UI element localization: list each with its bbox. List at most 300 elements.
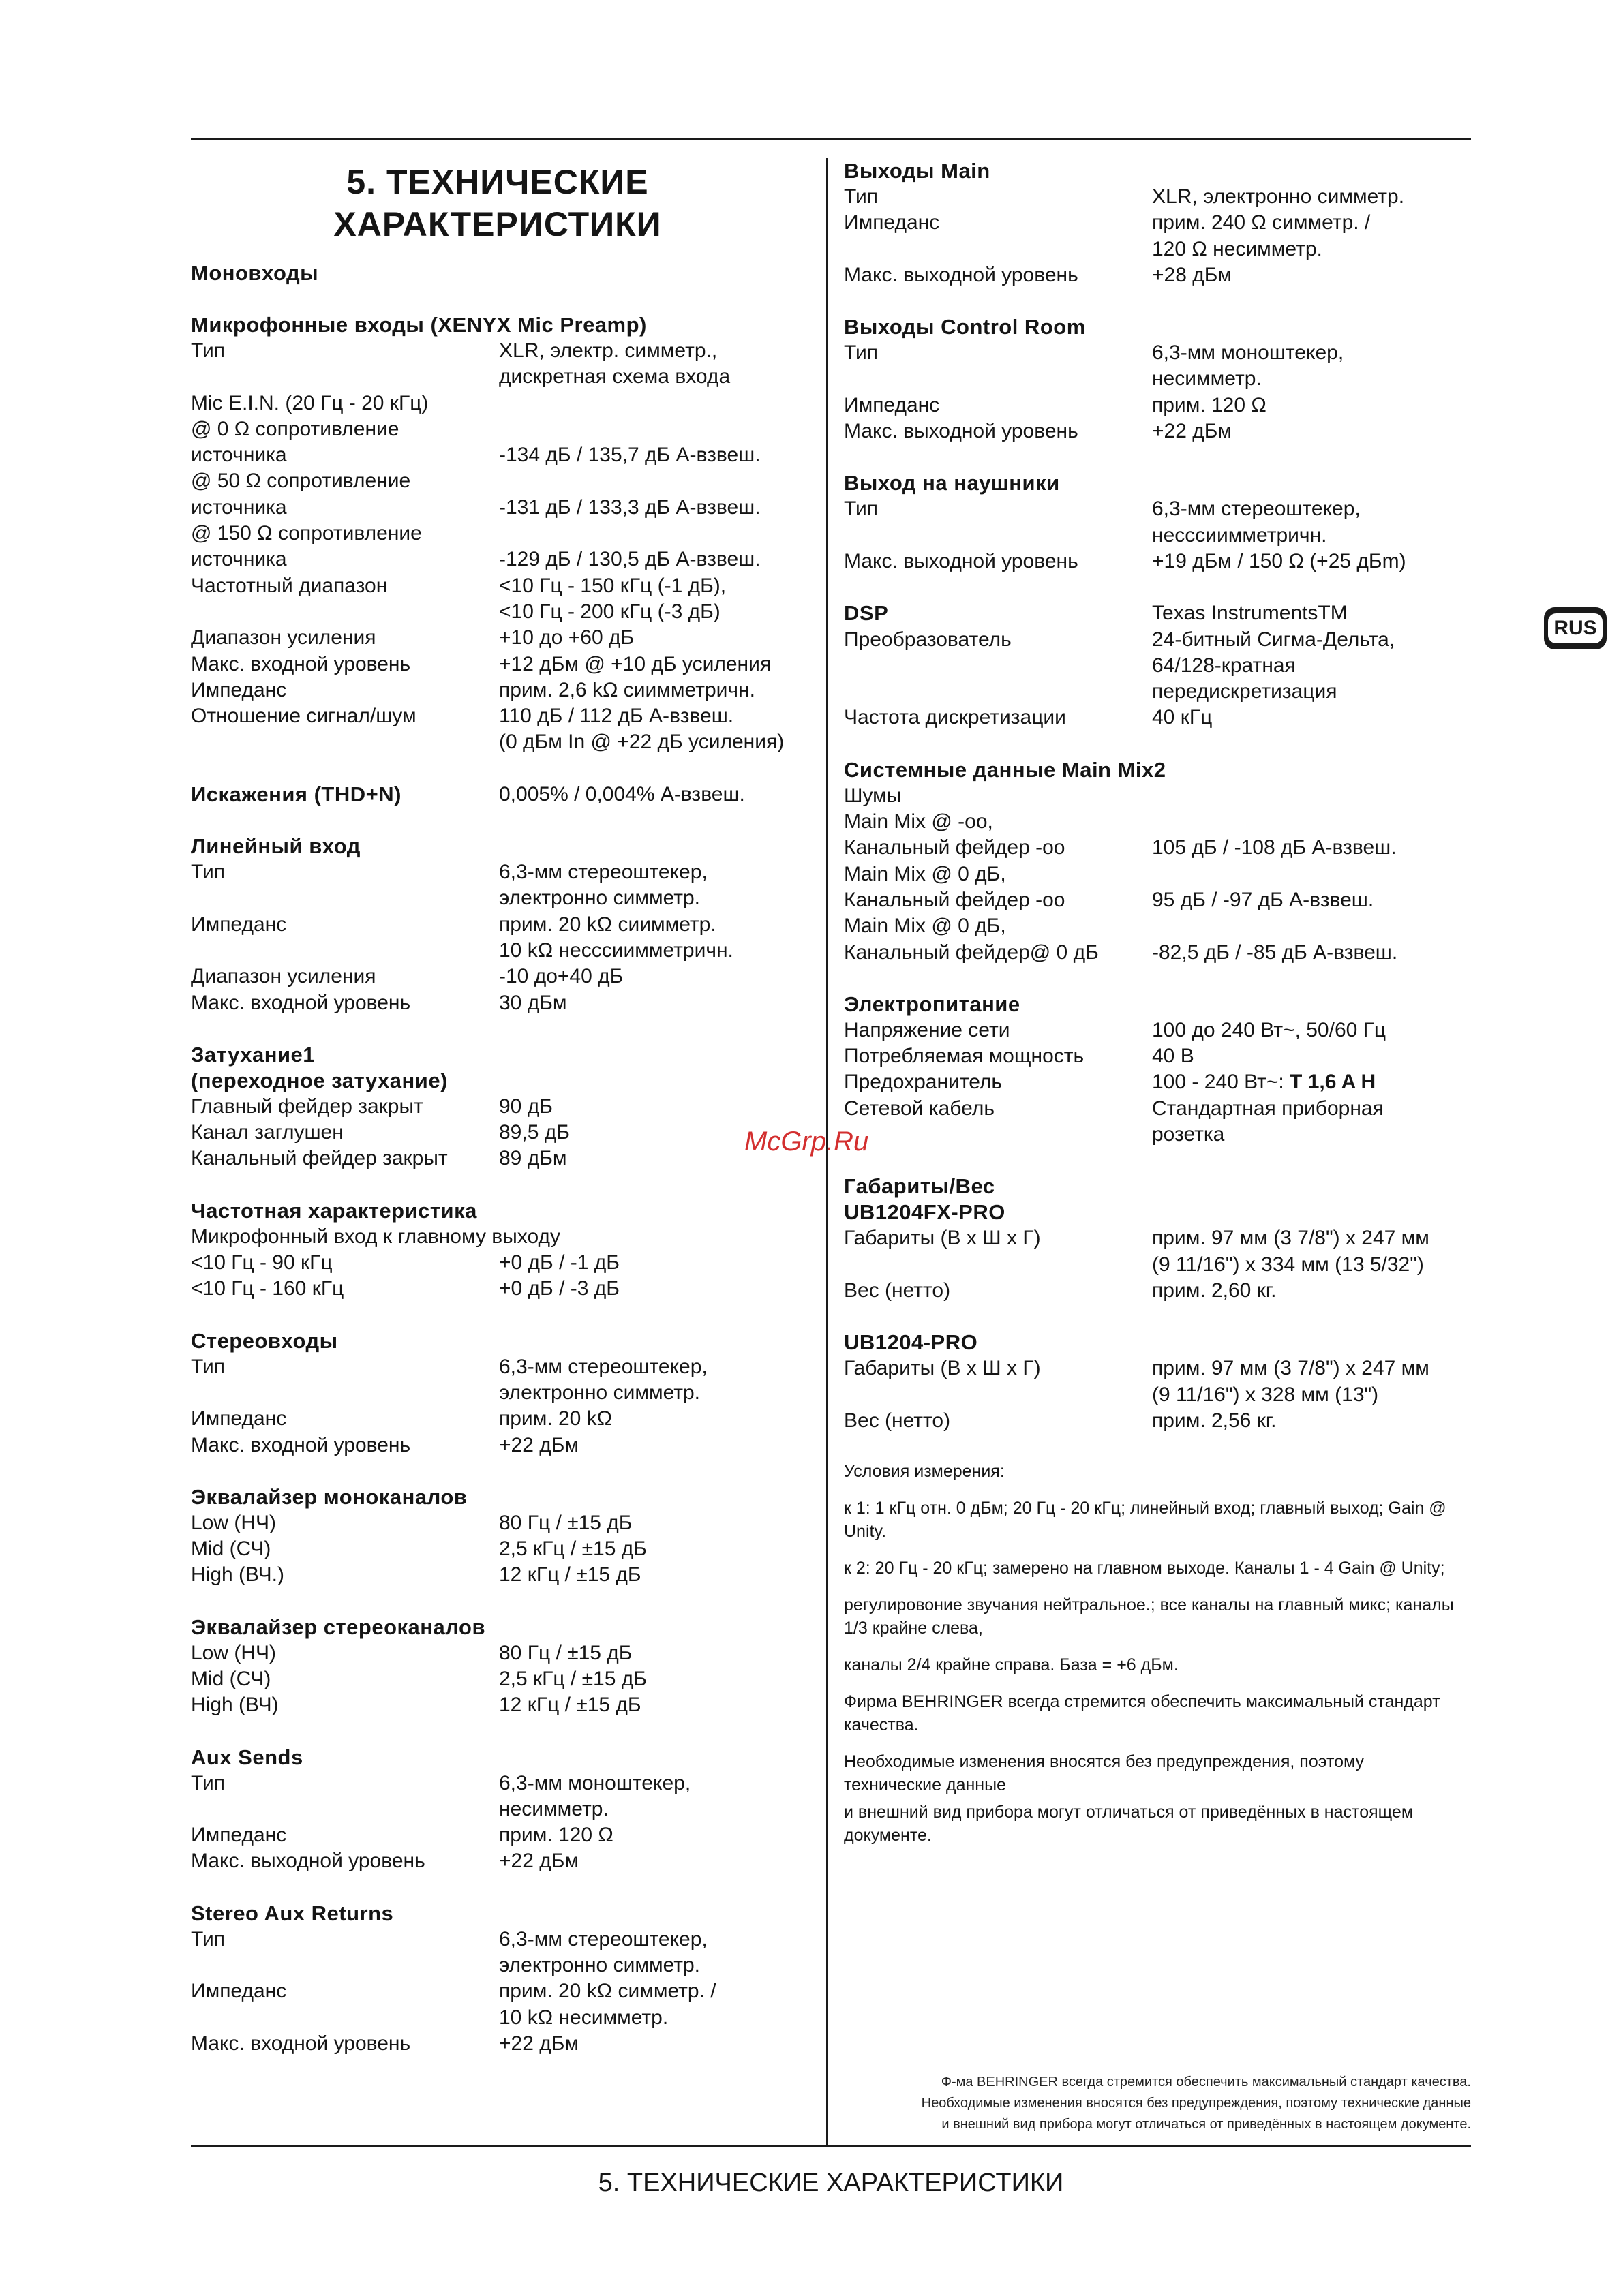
spec-label: Вес (нетто) bbox=[844, 1279, 951, 1302]
spec-value-text: +12 дБм @ +10 дБ усиления bbox=[499, 652, 772, 675]
spec-value bbox=[1152, 1225, 1471, 1278]
spec-value-text: прим. 20 kΩ сиимметр. 10 kΩ несссиимметричн. bbox=[499, 913, 733, 962]
spec-value-text: +22 дБм bbox=[499, 1433, 579, 1456]
spec-value-text: 6,3-мм стереоштекер, электронно симметр. bbox=[499, 1355, 708, 1404]
spec-value bbox=[1152, 210, 1471, 262]
spec-value-text: прим. 2,6 kΩ сиимметричн. bbox=[499, 678, 755, 701]
section-title: Выходы Main bbox=[844, 159, 990, 183]
spec-value-text: -131 дБ / 133,3 дБ А-взвеш. bbox=[499, 495, 761, 519]
spec-label: Макс. выходной уровень bbox=[191, 1850, 425, 1873]
spec-row bbox=[844, 549, 1471, 575]
section-title: Stereo Aux Returns bbox=[191, 1901, 394, 1925]
spec-section bbox=[844, 992, 1471, 1148]
spec-row bbox=[191, 1692, 804, 1718]
spec-label: Макс. входной уровень bbox=[191, 991, 411, 1014]
spec-label: Импеданс bbox=[191, 1824, 287, 1847]
spec-label: Тип bbox=[844, 341, 879, 365]
spec-value-text: прим. 240 Ω симметр. / 120 Ω несимметр. bbox=[1152, 211, 1371, 260]
spec-value-text: 80 Гц / ±15 дБ bbox=[499, 1641, 633, 1664]
spec-value bbox=[499, 416, 804, 469]
spec-row bbox=[844, 1043, 1471, 1069]
note-paragraph: к 1: 1 кГц отн. 0 дБм; 20 Гц - 20 кГц; линейный вход; главный выход; Gain @ Unity. bbox=[844, 1499, 1446, 1542]
spec-value bbox=[1152, 887, 1471, 913]
spec-value bbox=[499, 521, 804, 573]
measurement-notes bbox=[844, 1460, 1457, 1847]
spec-value-text: 30 дБм bbox=[499, 991, 567, 1014]
section-title: Выход на наушники bbox=[844, 471, 1060, 495]
section-title: Эквалайзер моноканалов bbox=[191, 1484, 468, 1509]
spec-row bbox=[191, 521, 804, 573]
spec-value-text: прим. 2,60 кг. bbox=[1152, 1279, 1277, 1302]
spec-label: Импеданс bbox=[191, 678, 287, 701]
spec-label: Mid (СЧ) bbox=[191, 1667, 271, 1690]
spec-value bbox=[1152, 549, 1471, 575]
spec-value bbox=[499, 652, 804, 677]
note-paragraph: каналы 2/4 крайне справа. База = +6 дБм. bbox=[844, 1655, 1179, 1675]
spec-section bbox=[844, 600, 1471, 731]
spec-value bbox=[1152, 340, 1471, 393]
spec-row bbox=[844, 1356, 1471, 1408]
spec-value bbox=[499, 2031, 804, 2057]
spec-row bbox=[191, 1354, 804, 1407]
spec-value bbox=[1152, 783, 1471, 809]
spec-value bbox=[499, 573, 804, 626]
spec-label: Main Mix @ -оо, bbox=[844, 810, 993, 833]
right-column bbox=[844, 158, 1471, 1861]
spec-value-text: 100 - 240 Вт~: bbox=[1152, 1071, 1290, 1094]
spec-value bbox=[499, 1433, 804, 1458]
spec-value-text: Стандартная приборная розетка bbox=[1152, 1097, 1384, 1146]
spec-value: 0,005% / 0,004% А-взвеш. bbox=[499, 782, 745, 806]
spec-value bbox=[499, 1927, 804, 1979]
spec-value bbox=[1152, 418, 1471, 444]
spec-row bbox=[191, 1562, 804, 1588]
spec-value bbox=[499, 468, 804, 521]
spec-label: Канал заглушен bbox=[191, 1121, 344, 1144]
page-title-line-1: 5. ТЕХНИЧЕСКИЕ bbox=[346, 163, 649, 201]
section-title: Искажения (THD+N) bbox=[191, 782, 401, 806]
spec-row bbox=[844, 861, 1471, 887]
spec-value bbox=[499, 338, 804, 391]
spec-row bbox=[844, 418, 1471, 444]
note-paragraph: Необходимые изменения вносятся без предупреждения, поэтому технические данные bbox=[844, 1752, 1365, 1795]
spec-value bbox=[499, 1666, 804, 1692]
spec-value-text: -10 до+40 дБ bbox=[499, 965, 624, 988]
spec-row bbox=[844, 1278, 1471, 1304]
spec-section bbox=[844, 470, 1471, 575]
spec-value-text: 40 В bbox=[1152, 1045, 1194, 1068]
spec-row bbox=[191, 677, 804, 703]
spec-row bbox=[844, 887, 1471, 913]
section-heading-row bbox=[191, 782, 804, 808]
spec-label: Макс. входной уровень bbox=[191, 2032, 411, 2055]
spec-row bbox=[191, 1094, 804, 1120]
spec-section bbox=[191, 782, 804, 808]
spec-value bbox=[1152, 705, 1471, 731]
spec-row bbox=[844, 1069, 1471, 1095]
spec-value-text: 90 дБ bbox=[499, 1095, 553, 1118]
section-title: Выходы Control Room bbox=[844, 315, 1086, 339]
spec-section bbox=[844, 158, 1471, 288]
spec-value-text: <10 Гц - 150 кГц (-1 дБ), <10 Гц - 200 кГц (-3 дБ) bbox=[499, 574, 727, 623]
spec-value-text: XLR, электронно симметр. bbox=[1152, 185, 1405, 208]
spec-label: Микрофонный вход к главному выходу bbox=[191, 1225, 560, 1248]
spec-value-text: +0 дБ / -1 дБ bbox=[499, 1251, 620, 1274]
spec-label: Канальный фейдер закрыт bbox=[191, 1147, 448, 1170]
spec-value-text: прим. 20 kΩ bbox=[499, 1407, 613, 1430]
spec-label: Канальный фейдер@ 0 дБ bbox=[844, 940, 1099, 964]
spec-value-text: 110 дБ / 112 дБ А-взвеш. (0 дБм In @ +22 дБ усиления) bbox=[499, 705, 785, 754]
spec-label: Main Mix @ 0 дБ, bbox=[844, 915, 1006, 938]
section-title: Aux Sends bbox=[191, 1745, 303, 1769]
spec-value bbox=[499, 1771, 804, 1823]
spec-value-text: -129 дБ / 130,5 дБ А-взвеш. bbox=[499, 548, 761, 571]
spec-row bbox=[191, 703, 804, 756]
footnote-line: и внешний вид прибора могут отличаться от приведённых в настоящем документе. bbox=[941, 2117, 1471, 2132]
spec-label: Канальный фейдер -оо bbox=[844, 888, 1065, 911]
note-paragraph: Фирма BEHRINGER всегда стремится обеспечить максимальный стандарт качества. bbox=[844, 1692, 1440, 1735]
spec-value-text: 40 кГц bbox=[1152, 706, 1213, 729]
spec-value bbox=[499, 703, 804, 756]
spec-value bbox=[499, 677, 804, 703]
spec-value bbox=[1152, 940, 1471, 966]
spec-row bbox=[191, 990, 804, 1016]
spec-value-text: 2,5 кГц / ±15 дБ bbox=[499, 1667, 647, 1690]
section-title: Моновходы bbox=[191, 261, 319, 285]
note-paragraph: Условия измерения: bbox=[844, 1462, 1005, 1482]
spec-value bbox=[499, 912, 804, 964]
spec-value bbox=[1152, 393, 1471, 418]
spec-row bbox=[844, 340, 1471, 393]
note-paragraph: и внешний вид прибора могут отличаться от приведённых в настоящем документе. bbox=[844, 1803, 1414, 1846]
left-column bbox=[191, 158, 804, 2083]
spec-value-text: прим. 97 мм (3 7/8") x 247 мм (9 11/16") x 334 мм (13 5/32") bbox=[1152, 1227, 1429, 1276]
spec-value-text: 105 дБ / -108 дБ А-взвеш. bbox=[1152, 836, 1397, 859]
spec-row bbox=[844, 835, 1471, 861]
spec-row bbox=[191, 1822, 804, 1848]
spec-value-text: 24-битный Сигма-Дельта, 64/128-кратная передискретизация bbox=[1152, 628, 1395, 703]
spec-row bbox=[191, 391, 804, 416]
spec-row bbox=[191, 1146, 804, 1172]
spec-section bbox=[844, 1330, 1471, 1434]
spec-value bbox=[499, 1978, 804, 2031]
spec-row bbox=[191, 1224, 804, 1250]
spec-label: Тип bbox=[191, 339, 226, 362]
spec-value bbox=[1152, 262, 1471, 288]
spec-value-text: 89 дБм bbox=[499, 1147, 567, 1170]
spec-value bbox=[1152, 861, 1471, 887]
footer-title: 5. ТЕХНИЧЕСКИЕ ХАРАКТЕРИСТИКИ bbox=[598, 2169, 1064, 2197]
spec-value-text: 80 Гц / ±15 дБ bbox=[499, 1511, 633, 1534]
spec-label: Канальный фейдер -оо bbox=[844, 836, 1065, 859]
spec-value bbox=[499, 1536, 804, 1562]
spec-label: Low (НЧ) bbox=[191, 1511, 277, 1534]
section-title: Стереовходы bbox=[191, 1328, 338, 1353]
spec-label: Макс. выходной уровень bbox=[844, 263, 1078, 286]
spec-value bbox=[1152, 835, 1471, 861]
spec-row bbox=[844, 210, 1471, 262]
spec-row bbox=[191, 1510, 804, 1536]
spec-label: Сетевой кабель bbox=[844, 1097, 995, 1120]
spec-label: Mid (СЧ) bbox=[191, 1537, 271, 1561]
spec-row bbox=[844, 705, 1471, 731]
section-title: Микрофонные входы (XENYX Mic Preamp) bbox=[191, 313, 647, 337]
spec-row bbox=[844, 627, 1471, 705]
note-paragraph: к 2: 20 Гц - 20 кГц; замерено на главном выходе. Каналы 1 - 4 Gain @ Unity; bbox=[844, 1559, 1445, 1578]
spec-row bbox=[191, 964, 804, 990]
spec-label: Габариты (В x Ш x Г) bbox=[844, 1357, 1041, 1380]
spec-value-text: +10 до +60 дБ bbox=[499, 626, 635, 649]
section-title: UB1204-PRO bbox=[844, 1330, 978, 1355]
spec-label: Тип bbox=[191, 1771, 226, 1794]
spec-value bbox=[499, 391, 804, 416]
spec-row bbox=[191, 1927, 804, 1979]
spec-row bbox=[844, 393, 1471, 418]
spec-row bbox=[844, 1096, 1471, 1148]
spec-value-text: прим. 120 Ω bbox=[499, 1824, 613, 1847]
spec-row bbox=[844, 1225, 1471, 1278]
spec-label: Частота дискретизации bbox=[844, 706, 1066, 729]
spec-label: Импеданс bbox=[844, 393, 940, 416]
spec-row bbox=[191, 1433, 804, 1458]
spec-row bbox=[844, 1017, 1471, 1043]
spec-row bbox=[191, 1848, 804, 1874]
spec-label: Отношение сигнал/шум bbox=[191, 705, 416, 728]
spec-label: Импеданс bbox=[191, 1407, 287, 1430]
spec-label: High (ВЧ) bbox=[191, 1694, 279, 1717]
spec-value-text: прим. 97 мм (3 7/8") x 247 мм (9 11/16") x 328 мм (13") bbox=[1152, 1357, 1429, 1406]
footnote-line: Ф-ма BEHRINGER всегда стремится обеспечить максимальный стандарт качества. bbox=[941, 2075, 1471, 2090]
spec-row bbox=[191, 1771, 804, 1823]
spec-label: Тип bbox=[191, 1927, 226, 1950]
spec-section bbox=[844, 757, 1471, 966]
spec-label: Тип bbox=[844, 498, 879, 521]
spec-section bbox=[844, 314, 1471, 444]
spec-value-text: 12 кГц / ±15 дБ bbox=[499, 1694, 641, 1717]
spec-value bbox=[499, 1250, 804, 1276]
spec-label: Потребляемая мощность bbox=[844, 1045, 1084, 1068]
spec-value bbox=[499, 1692, 804, 1718]
spec-row bbox=[844, 783, 1471, 809]
spec-row bbox=[191, 468, 804, 521]
spec-label: Макс. выходной уровень bbox=[844, 420, 1078, 443]
spec-label: High (ВЧ.) bbox=[191, 1563, 285, 1587]
spec-label: Тип bbox=[191, 1355, 226, 1378]
spec-section bbox=[844, 1174, 1471, 1304]
spec-row bbox=[191, 416, 804, 469]
spec-section bbox=[191, 1484, 804, 1589]
bottom-rule bbox=[191, 2145, 1471, 2147]
spec-value bbox=[499, 1640, 804, 1666]
spec-row bbox=[191, 1250, 804, 1276]
spec-value bbox=[499, 859, 804, 912]
spec-value bbox=[1152, 1043, 1471, 1069]
spec-value-text: +22 дБм bbox=[499, 2032, 579, 2055]
section-title: Затухание1 (переходное затухание) bbox=[191, 1042, 448, 1092]
spec-row bbox=[191, 859, 804, 912]
spec-value-text: 100 до 240 Вт~, 50/60 Гц bbox=[1152, 1018, 1386, 1041]
spec-row bbox=[191, 1666, 804, 1692]
spec-value bbox=[499, 1146, 804, 1172]
spec-label: Шумы bbox=[844, 784, 902, 807]
spec-value bbox=[1152, 1356, 1471, 1408]
spec-value-text: 6,3-мм моноштекер, несимметр. bbox=[1152, 341, 1344, 391]
section-heading-row bbox=[844, 600, 1471, 626]
footnote-line: Необходимые изменения вносятся без предупреждения, поэтому технические данные bbox=[921, 2096, 1471, 2111]
spec-label: Частотный диапазон bbox=[191, 574, 388, 597]
spec-label: Макс. входной уровень bbox=[191, 1433, 411, 1456]
spec-section bbox=[191, 1328, 804, 1458]
spec-value-text: XLR, электр. симметр., дискретная схема входа bbox=[499, 339, 731, 388]
spec-label: @ 50 Ω сопротивление источника bbox=[191, 470, 411, 519]
spec-label: Тип bbox=[191, 861, 226, 884]
watermark: McGrp.Ru bbox=[744, 1127, 869, 1157]
spec-label: Импеданс bbox=[191, 1980, 287, 2003]
spec-value bbox=[1152, 913, 1471, 939]
spec-row bbox=[191, 338, 804, 391]
left-sections bbox=[191, 260, 804, 2057]
spec-value bbox=[499, 625, 804, 651]
spec-value bbox=[499, 1276, 804, 1302]
spec-value bbox=[499, 1562, 804, 1588]
spec-value bbox=[1152, 1408, 1471, 1434]
spec-value bbox=[499, 1406, 804, 1432]
spec-row bbox=[191, 1120, 804, 1146]
spec-row bbox=[191, 2031, 804, 2057]
spec-value bbox=[1152, 627, 1471, 705]
spec-row bbox=[191, 912, 804, 964]
spec-label: Вес (нетто) bbox=[844, 1409, 951, 1432]
spec-label: @ 150 Ω сопротивление источника bbox=[191, 522, 422, 571]
spec-label: Импеданс bbox=[844, 211, 940, 234]
spec-row bbox=[191, 573, 804, 626]
spec-row bbox=[191, 1406, 804, 1432]
spec-label: Главный фейдер закрыт bbox=[191, 1095, 423, 1118]
spec-value bbox=[1152, 809, 1471, 835]
spec-row bbox=[844, 262, 1471, 288]
spec-row bbox=[191, 1640, 804, 1666]
right-sections bbox=[844, 158, 1471, 1434]
spec-value: Texas InstrumentsTM bbox=[1152, 602, 1348, 625]
page-title bbox=[191, 161, 804, 245]
spec-value bbox=[499, 1848, 804, 1874]
footnote bbox=[844, 2072, 1471, 2135]
spec-value-text: 89,5 дБ bbox=[499, 1121, 570, 1144]
spec-section bbox=[191, 833, 804, 1016]
spec-value bbox=[1152, 1096, 1471, 1148]
spec-label: Напряжение сети bbox=[844, 1018, 1010, 1041]
spec-label: Макс. входной уровень bbox=[191, 652, 411, 675]
spec-value bbox=[499, 964, 804, 990]
spec-value-text: прим. 120 Ω bbox=[1152, 393, 1266, 416]
spec-value-text: +28 дБм bbox=[1152, 263, 1232, 286]
spec-value bbox=[499, 1354, 804, 1407]
spec-row bbox=[191, 652, 804, 677]
spec-row bbox=[844, 184, 1471, 210]
spec-row bbox=[844, 496, 1471, 549]
spec-value bbox=[499, 1094, 804, 1120]
spec-label: Main Mix @ 0 дБ, bbox=[844, 862, 1006, 885]
spec-section bbox=[191, 1614, 804, 1719]
spec-value-text: 6,3-мм моноштекер, несимметр. bbox=[499, 1771, 691, 1820]
spec-value-text: -134 дБ / 135,7 дБ А-взвеш. bbox=[499, 444, 761, 467]
spec-section bbox=[191, 1198, 804, 1302]
spec-row bbox=[191, 1978, 804, 2031]
section-title: Электропитание bbox=[844, 992, 1020, 1016]
spec-value-text: +22 дБм bbox=[499, 1850, 579, 1873]
spec-value-text: -82,5 дБ / -85 дБ А-взвеш. bbox=[1152, 940, 1398, 964]
spec-label: Mic E.I.N. (20 Гц - 20 кГц) bbox=[191, 391, 429, 414]
spec-row bbox=[191, 1276, 804, 1302]
spec-section bbox=[191, 312, 804, 756]
spec-value-text: +22 дБм bbox=[1152, 420, 1232, 443]
spec-row bbox=[191, 1536, 804, 1562]
spec-value bbox=[1152, 496, 1471, 549]
section-title: Частотная характеристика bbox=[191, 1198, 477, 1223]
section-title: Эквалайзер стереоканалов bbox=[191, 1614, 486, 1639]
spec-value-bold: T 1,6 A H bbox=[1290, 1071, 1376, 1094]
spec-label: @ 0 Ω сопротивление источника bbox=[191, 417, 399, 467]
spec-section bbox=[191, 1042, 804, 1172]
spec-label: Преобразователь bbox=[844, 628, 1012, 651]
spec-label: Тип bbox=[844, 185, 879, 208]
spec-label: Диапазон усиления bbox=[191, 965, 376, 988]
spec-section bbox=[191, 260, 804, 286]
spec-value bbox=[1152, 184, 1471, 210]
spec-value bbox=[1152, 1278, 1471, 1304]
spec-label: Предохранитель bbox=[844, 1071, 1003, 1094]
spec-value-text: прим. 2,56 кг. bbox=[1152, 1409, 1277, 1432]
spec-row bbox=[844, 809, 1471, 835]
spec-value-text: +0 дБ / -3 дБ bbox=[499, 1277, 620, 1300]
spec-row bbox=[844, 1408, 1471, 1434]
spec-value bbox=[499, 1822, 804, 1848]
section-title: Системные данные Main Mix2 bbox=[844, 757, 1166, 782]
spec-value bbox=[499, 1120, 804, 1146]
section-title: DSP bbox=[844, 601, 889, 626]
page-title-line-2: ХАРАКТЕРИСТИКИ bbox=[333, 205, 662, 243]
top-rule bbox=[191, 138, 1471, 140]
section-title: Габариты/Вес UB1204FX-PRO bbox=[844, 1174, 1005, 1225]
spec-label: <10 Гц - 160 кГц bbox=[191, 1277, 344, 1300]
spec-row bbox=[844, 913, 1471, 939]
spec-section bbox=[191, 1901, 804, 2057]
spec-value-text: 6,3-мм стереоштекер, электронно симметр. bbox=[499, 861, 708, 910]
spec-label: Диапазон усиления bbox=[191, 626, 376, 649]
section-title: Линейный вход bbox=[191, 834, 361, 859]
language-badge-label: RUS bbox=[1548, 613, 1602, 643]
spec-value-text: +19 дБм / 150 Ω (+25 дБm) bbox=[1152, 549, 1406, 572]
spec-value bbox=[1152, 1017, 1471, 1043]
spec-section bbox=[191, 1745, 804, 1875]
spec-label: <10 Гц - 90 кГц bbox=[191, 1251, 333, 1274]
spec-value bbox=[1152, 1069, 1471, 1095]
spec-value-text: 12 кГц / ±15 дБ bbox=[499, 1563, 641, 1587]
note-paragraph: регулировоние звучания нейтральное.; все каналы на главный микс; каналы 1/3 крайне слева, bbox=[844, 1595, 1454, 1638]
spec-row bbox=[844, 940, 1471, 966]
spec-value bbox=[499, 990, 804, 1016]
spec-label: Low (НЧ) bbox=[191, 1641, 277, 1664]
spec-value-text: 95 дБ / -97 дБ А-взвеш. bbox=[1152, 888, 1374, 911]
spec-value bbox=[499, 1510, 804, 1536]
spec-label: Макс. выходной уровень bbox=[844, 549, 1078, 572]
spec-label: Импеданс bbox=[191, 913, 287, 936]
language-badge bbox=[1544, 607, 1607, 649]
spec-value-text: прим. 20 kΩ симметр. / 10 kΩ несимметр. bbox=[499, 1980, 716, 2029]
spec-label: Габариты (В x Ш x Г) bbox=[844, 1227, 1041, 1250]
spec-value-text: 6,3-мм стереоштекер, электронно симметр. bbox=[499, 1927, 708, 1977]
spec-row bbox=[191, 625, 804, 651]
